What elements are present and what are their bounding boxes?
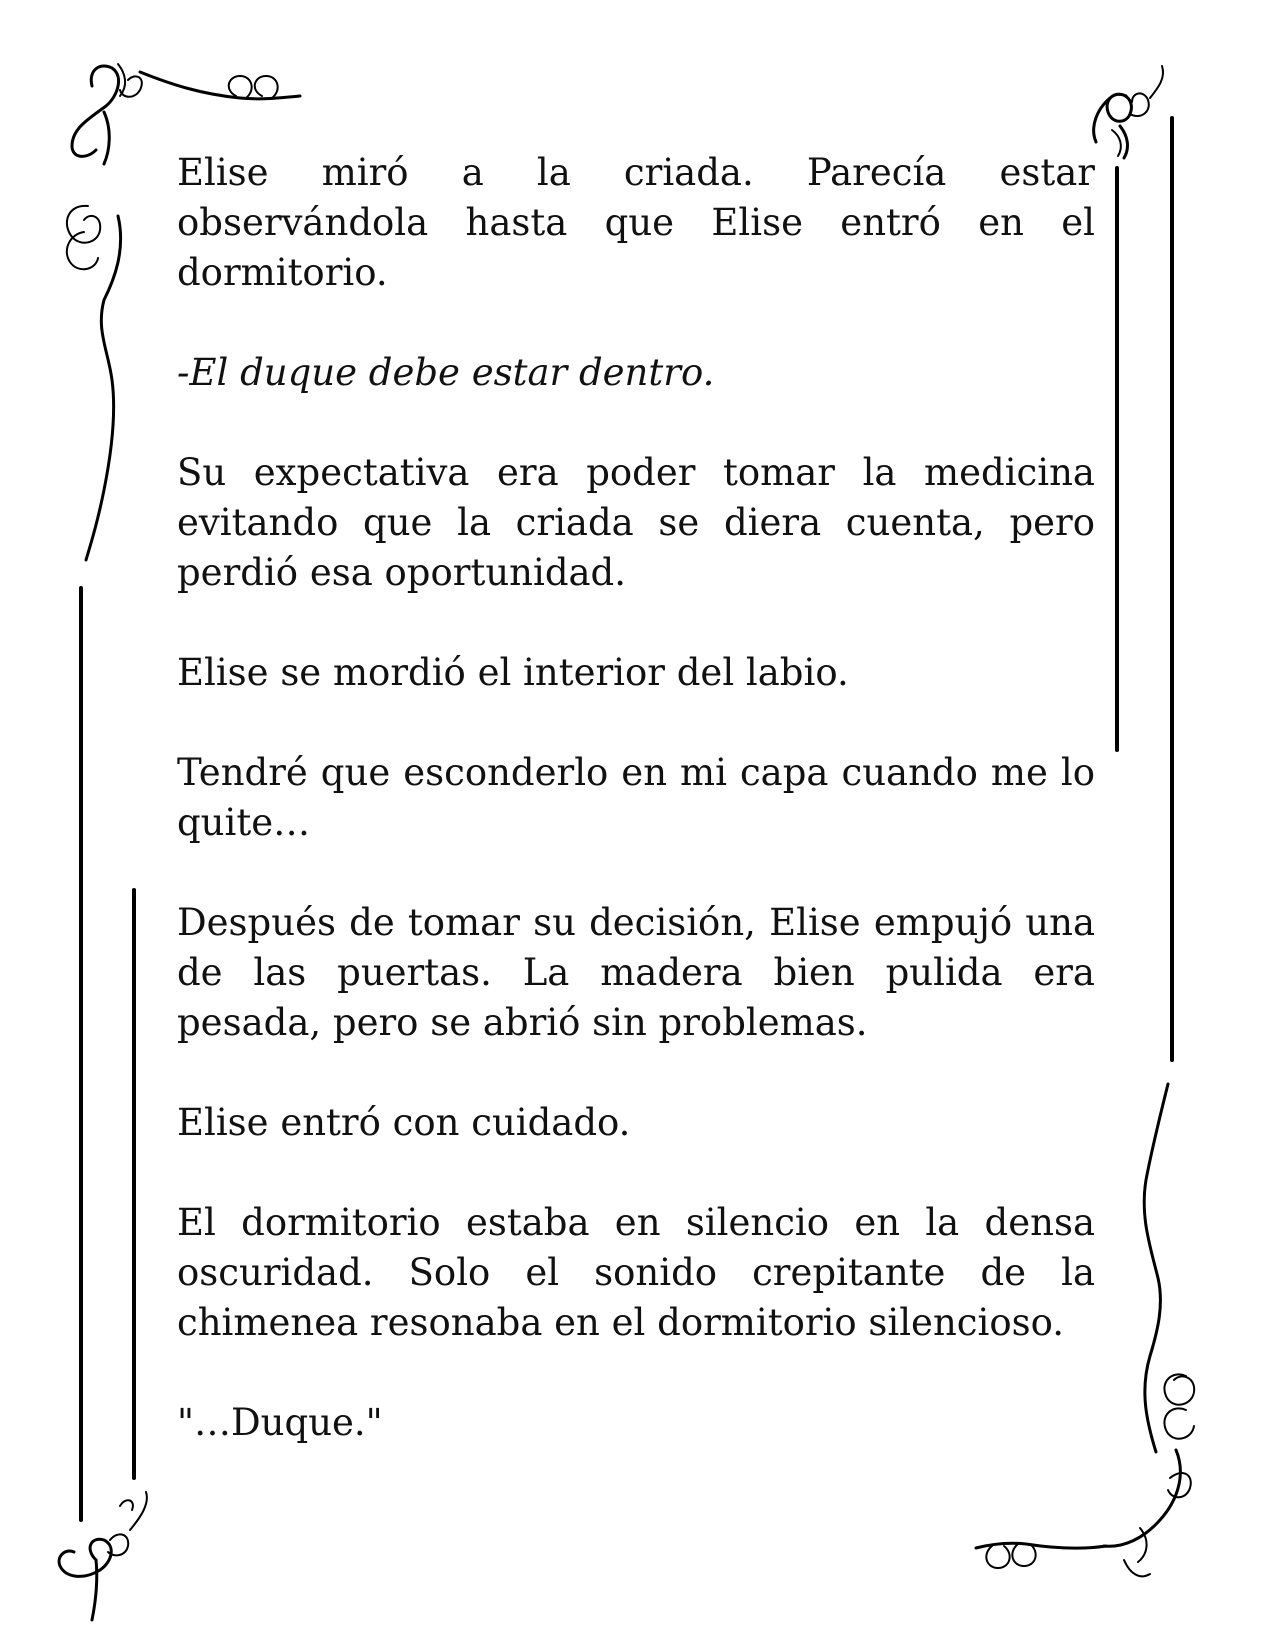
paragraph-5: Tendré que esconderlo en mi capa cuando me lo quite… [177, 751, 1095, 844]
paragraph-1: Elise miró a la criada. Parecía estar observándola hasta que Elise entró en el dormitorio. [177, 151, 1095, 294]
paragraph-3: Su expectativa era poder tomar la medicina evitando que la criada se diera cuenta, pero perdió esa oportunidad. [177, 451, 1095, 594]
paragraph-7: Elise entró con cuidado. [177, 1101, 631, 1144]
top-right-flourish-icon [1094, 66, 1163, 158]
paragraph-6: Después de tomar su decisión, Elise empujó una de las puertas. La madera bien pulida era pesada, pero se abrió sin problemas. [177, 901, 1095, 1044]
paragraph-4: Elise se mordió el interior del labio. [177, 651, 849, 694]
paragraph-2-italic-thought: -El duque debe estar dentro. [177, 351, 715, 394]
text-block [177, 148, 1095, 1448]
bottom-left-flourish-icon [59, 1492, 147, 1620]
paragraph-8: El dormitorio estaba en silencio en la densa oscuridad. Solo el sonido crepitante de la chimenea resonaba en el dormitorio silencioso. [177, 1201, 1095, 1344]
paragraph-9-dialogue: "…Duque." [177, 1401, 383, 1444]
